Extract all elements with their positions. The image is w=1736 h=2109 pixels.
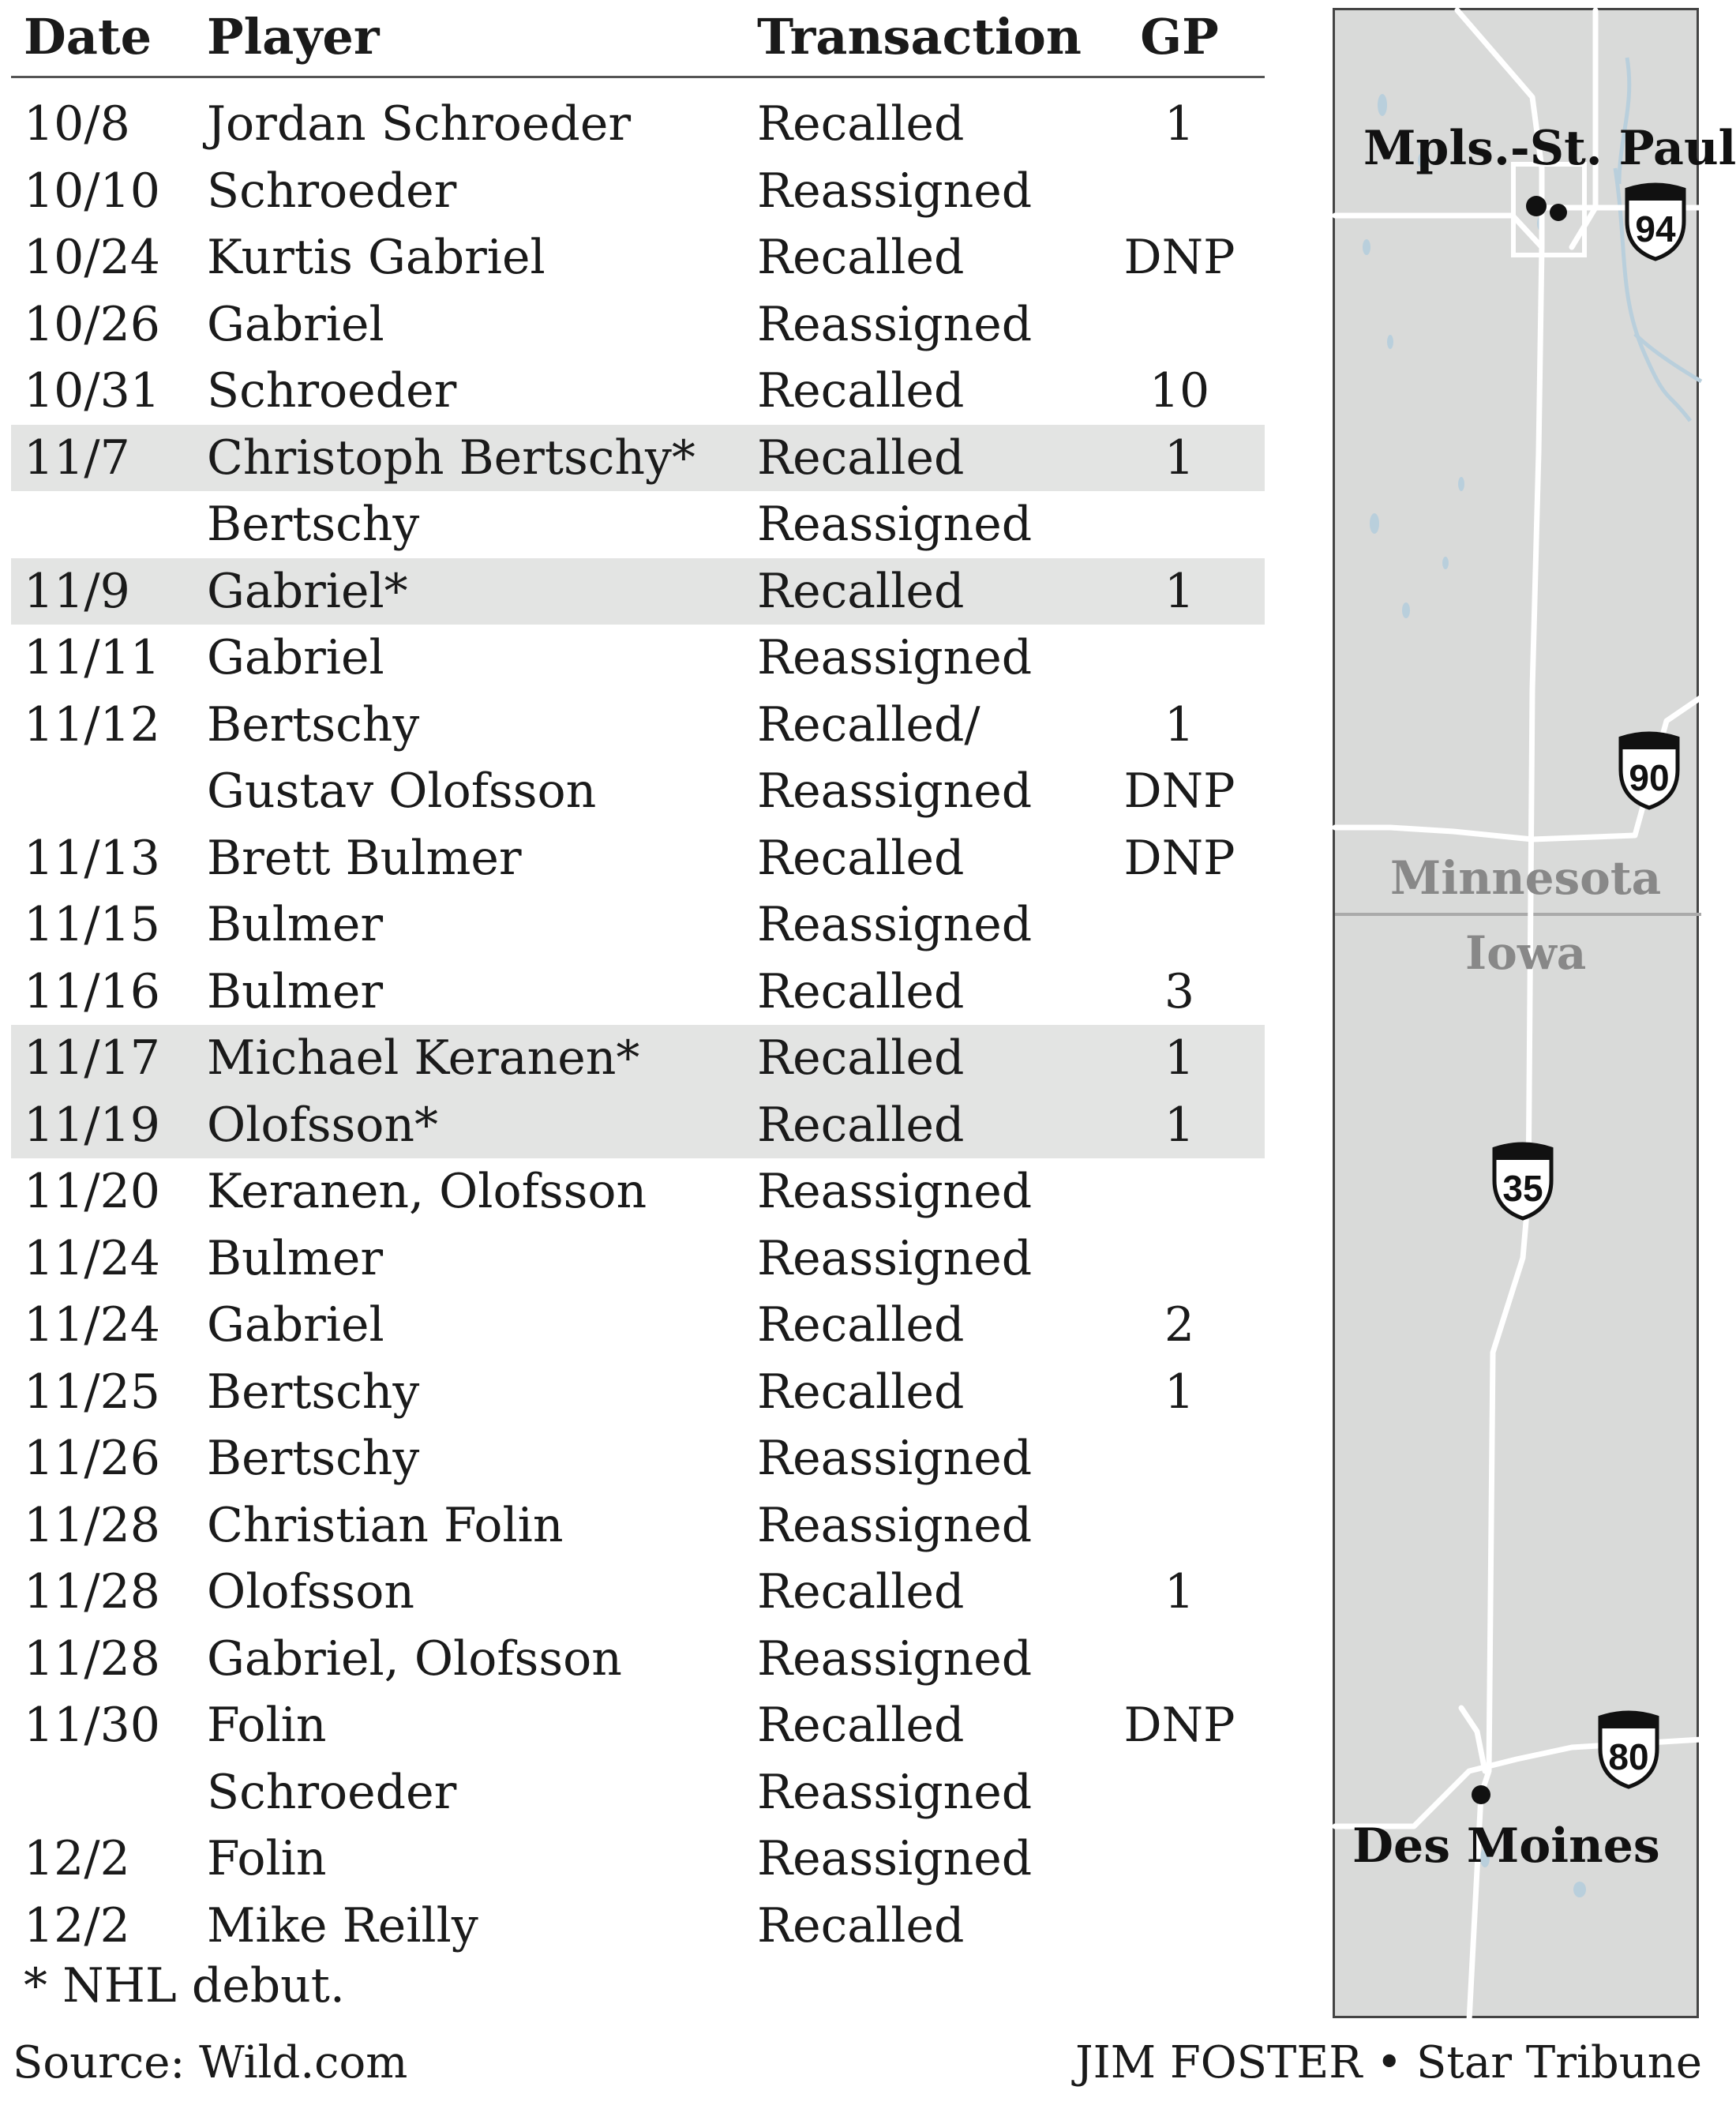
source-line: Source: Wild.com	[13, 2037, 408, 2088]
row-player: Christian Folin	[207, 1497, 564, 1553]
table-row	[11, 491, 1265, 558]
row-transaction: Reassigned	[757, 497, 1033, 552]
row-player: Schroeder	[207, 363, 457, 418]
table-row	[11, 558, 1265, 625]
row-transaction: Recalled	[757, 563, 965, 619]
row-transaction: Recalled	[757, 1564, 965, 1619]
row-date: 11/28	[24, 1631, 160, 1687]
table-row	[11, 1158, 1265, 1225]
row-transaction: Reassigned	[757, 1764, 1033, 1820]
row-player: Schroeder	[207, 1764, 457, 1820]
row-date: 10/10	[24, 163, 160, 219]
row-player: Gabriel	[207, 1297, 384, 1353]
row-transaction: Reassigned	[757, 1230, 1033, 1286]
table-row	[11, 1692, 1265, 1759]
interstate-90-shield	[1621, 734, 1678, 808]
row-gp: 1	[1164, 96, 1195, 152]
row-date: 11/28	[24, 1497, 160, 1553]
row-player: Bertschy	[207, 1364, 420, 1420]
row-player: Bertschy	[207, 696, 420, 752]
shield-90-number: 90	[1629, 757, 1670, 798]
interstate-35-shield	[1494, 1144, 1551, 1218]
row-transaction: Recalled	[757, 963, 965, 1019]
row-transaction: Recalled	[757, 1297, 965, 1353]
row-date: 11/16	[24, 963, 160, 1019]
row-date: 11/19	[24, 1097, 160, 1153]
table-body	[11, 91, 1265, 1959]
row-transaction: Recalled	[757, 1698, 965, 1753]
shield-94-number: 94	[1635, 208, 1676, 250]
row-date: 11/15	[24, 897, 160, 952]
credit-line: JIM FOSTER • Star Tribune	[1075, 2037, 1702, 2088]
row-date: 11/24	[24, 1297, 160, 1353]
row-gp: DNP	[1123, 830, 1235, 886]
state-label-iowa: Iowa	[1465, 926, 1587, 980]
row-transaction: Reassigned	[757, 630, 1033, 685]
table-row	[11, 1626, 1265, 1693]
state-label-minnesota: Minnesota	[1390, 851, 1662, 905]
row-player: Gabriel	[207, 296, 384, 352]
row-date: 11/26	[24, 1431, 160, 1486]
row-player: Kurtis Gabriel	[207, 230, 546, 285]
shield-80-number: 80	[1608, 1736, 1649, 1777]
row-gp: 1	[1164, 696, 1195, 752]
row-player: Jordan Schroeder	[207, 96, 632, 152]
row-gp: 10	[1149, 363, 1210, 418]
footnote: * NHL debut.	[24, 1958, 345, 2013]
table-row	[11, 1425, 1265, 1492]
table-row	[11, 959, 1265, 1026]
row-transaction: Recalled	[757, 430, 965, 486]
water-features	[1363, 94, 1586, 1897]
row-player: Michael Keranen*	[207, 1030, 640, 1086]
header-date: Date	[24, 8, 152, 66]
table-row	[11, 91, 1265, 158]
city-label-msp: Mpls.-St. Paul	[1363, 121, 1736, 176]
row-player: Olofsson	[207, 1564, 415, 1619]
header-player: Player	[207, 8, 380, 66]
header-transaction: Transaction	[757, 8, 1082, 66]
table-header	[11, 0, 1265, 78]
row-gp: DNP	[1123, 1698, 1235, 1753]
interstate-94-shield	[1627, 185, 1684, 259]
row-player: Gabriel	[207, 630, 384, 685]
row-date: 11/24	[24, 1230, 160, 1286]
row-date: 11/30	[24, 1698, 160, 1753]
row-transaction: Reassigned	[757, 897, 1033, 952]
row-player: Gabriel*	[207, 563, 408, 619]
row-player: Bulmer	[207, 963, 384, 1019]
row-transaction: Reassigned	[757, 1164, 1033, 1219]
table-row	[11, 891, 1265, 959]
row-gp: 2	[1164, 1297, 1195, 1353]
row-transaction: Reassigned	[757, 163, 1033, 219]
table-row	[11, 1292, 1265, 1359]
table-row	[11, 224, 1265, 291]
row-date: 11/20	[24, 1164, 160, 1219]
row-date: 11/25	[24, 1364, 160, 1420]
row-gp: DNP	[1123, 230, 1235, 285]
table-row	[11, 291, 1265, 358]
table-row	[11, 425, 1265, 492]
table-row	[11, 358, 1265, 425]
row-gp: 1	[1164, 1030, 1195, 1086]
row-date: 11/17	[24, 1030, 160, 1086]
row-transaction: Reassigned	[757, 1431, 1033, 1486]
row-date: 11/12	[24, 696, 160, 752]
row-transaction: Reassigned	[757, 1497, 1033, 1553]
row-transaction: Recalled	[757, 1897, 965, 1953]
row-transaction: Reassigned	[757, 764, 1033, 819]
row-player: Mike Reilly	[207, 1897, 478, 1953]
table-row	[11, 1025, 1265, 1092]
table-row	[11, 1359, 1265, 1426]
row-transaction: Recalled	[757, 1364, 965, 1420]
row-player: Christoph Bertschy*	[207, 430, 696, 486]
row-transaction: Reassigned	[757, 296, 1033, 352]
row-gp: 3	[1164, 963, 1195, 1019]
locator-map	[1333, 8, 1736, 2018]
row-transaction: Recalled	[757, 830, 965, 886]
row-date: 10/8	[24, 96, 130, 152]
row-player: Bertschy	[207, 1431, 420, 1486]
row-transaction: Recalled	[757, 96, 965, 152]
row-date: 10/24	[24, 230, 160, 285]
row-player: Keranen, Olofsson	[207, 1164, 647, 1219]
row-transaction: Recalled	[757, 1030, 965, 1086]
row-player: Olofsson*	[207, 1097, 439, 1153]
msp-dot-1	[1526, 196, 1547, 216]
row-player: Bertschy	[207, 497, 420, 552]
table-row	[11, 1759, 1265, 1826]
row-date: 10/31	[24, 363, 160, 418]
row-transaction: Recalled	[757, 363, 965, 418]
row-gp: 1	[1164, 563, 1195, 619]
table-row	[11, 692, 1265, 759]
row-transaction: Reassigned	[757, 1831, 1033, 1886]
interstate-80-shield	[1600, 1713, 1657, 1787]
city-label-des-moines: Des Moines	[1352, 1818, 1660, 1874]
row-player: Bulmer	[207, 897, 384, 952]
table-row	[11, 1559, 1265, 1626]
row-player: Folin	[207, 1698, 327, 1753]
row-date: 12/2	[24, 1831, 130, 1886]
header-gp: GP	[1140, 8, 1219, 66]
row-gp: DNP	[1123, 764, 1235, 819]
row-gp: 1	[1164, 1564, 1195, 1619]
dm-dot	[1472, 1785, 1490, 1804]
shield-35-number: 35	[1502, 1168, 1543, 1209]
row-date: 10/26	[24, 296, 160, 352]
table-row	[11, 1225, 1265, 1293]
msp-dot-2	[1550, 204, 1567, 221]
table-row	[11, 625, 1265, 692]
row-date: 11/28	[24, 1564, 160, 1619]
row-player: Schroeder	[207, 163, 457, 219]
row-player: Brett Bulmer	[207, 830, 522, 886]
row-date: 11/7	[24, 430, 130, 486]
table-row	[11, 758, 1265, 825]
row-gp: 1	[1164, 1364, 1195, 1420]
row-date: 11/11	[24, 630, 160, 685]
row-gp: 1	[1164, 430, 1195, 486]
row-transaction: Recalled/	[757, 696, 980, 752]
row-player: Gustav Olofsson	[207, 764, 597, 819]
table-row	[11, 1492, 1265, 1559]
row-gp: 1	[1164, 1097, 1195, 1153]
table-row	[11, 158, 1265, 225]
row-player: Gabriel, Olofsson	[207, 1631, 622, 1687]
row-transaction: Recalled	[757, 1097, 965, 1153]
row-transaction: Reassigned	[757, 1631, 1033, 1687]
map-graphic	[1335, 10, 1701, 2021]
row-date: 11/9	[24, 563, 130, 619]
table-row	[11, 1893, 1265, 1960]
row-transaction: Recalled	[757, 230, 965, 285]
row-date: 12/2	[24, 1897, 130, 1953]
row-player: Bulmer	[207, 1230, 384, 1286]
row-player: Folin	[207, 1831, 327, 1886]
table-row	[11, 1092, 1265, 1159]
table-row	[11, 1826, 1265, 1893]
row-date: 11/13	[24, 830, 160, 886]
table-row	[11, 825, 1265, 892]
